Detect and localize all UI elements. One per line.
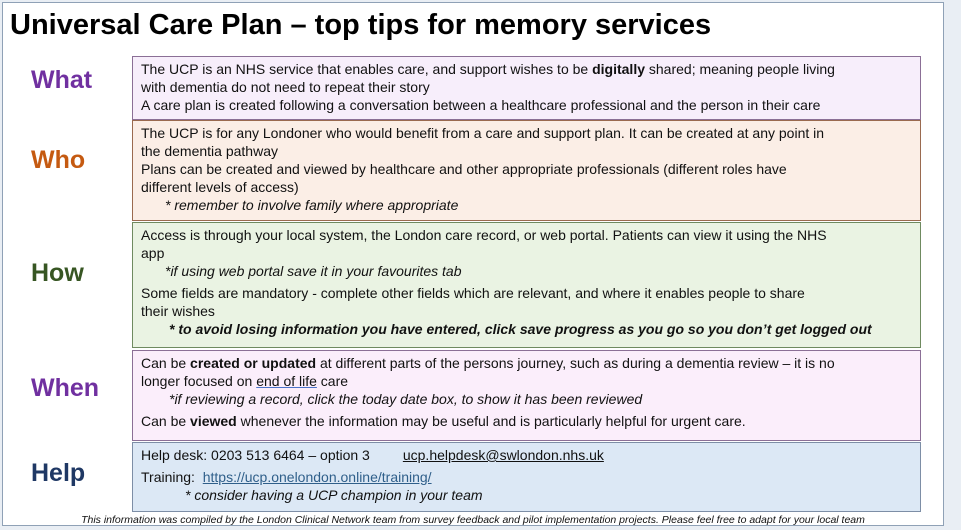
who-label: Who bbox=[31, 146, 86, 174]
how-tip-2: * to avoid losing information you have entered, click save progress as you go so you don’t get logged out bbox=[169, 321, 872, 337]
how-line-1: Access is through your local system, the London care record, or web portal. Patients can view it using the NHS bbox=[141, 227, 827, 243]
who-line-3: Plans can be created and viewed by healthcare and other appropriate professionals (different roles have bbox=[141, 161, 787, 177]
help-desk-line bbox=[141, 446, 912, 464]
what-line-2: with dementia do not need to repeat their story bbox=[141, 79, 430, 95]
when-line-4: Can be viewed whenever the information may be useful and is particularly helpful for urgent care. bbox=[141, 413, 746, 429]
help-label: Help bbox=[31, 459, 86, 487]
what-line-3: A care plan is created following a conversation between a healthcare professional and the person in their care bbox=[141, 97, 821, 113]
how-tip-1: *if using web portal save it in your favourites tab bbox=[165, 263, 462, 279]
when-tip: *if reviewing a record, click the today date box, to show it has been reviewed bbox=[169, 391, 643, 407]
help-tip: * consider having a UCP champion in your team bbox=[185, 487, 483, 503]
who-line-4: different levels of access) bbox=[141, 179, 299, 195]
how-label: How bbox=[31, 259, 84, 287]
who-box bbox=[132, 120, 921, 221]
when-box bbox=[132, 350, 921, 441]
page-title: Universal Care Plan – top tips for memory services bbox=[10, 9, 712, 41]
when-label: When bbox=[31, 374, 100, 402]
footer-note: This information was compiled by the London Clinical Network team from survey feedback and pilot implementation projects. Please feel free to adapt for your local team bbox=[81, 514, 865, 526]
how-box bbox=[132, 222, 921, 348]
how-line-2: app bbox=[141, 245, 165, 261]
training-line: Training: https://ucp.onelondon.online/training/ bbox=[141, 469, 432, 485]
who-line-2: the dementia pathway bbox=[141, 143, 278, 159]
training-link[interactable]: https://ucp.onelondon.online/training/ bbox=[202, 469, 432, 485]
how-line-4: Some fields are mandatory - complete other fields which are relevant, and where it enables people to share bbox=[141, 285, 805, 301]
poster bbox=[2, 2, 944, 526]
who-tip: * remember to involve family where appropriate bbox=[165, 197, 459, 213]
who-line-1: The UCP is for any Londoner who would benefit from a care and support plan. It can be created at any point in bbox=[141, 125, 825, 141]
what-box bbox=[132, 56, 921, 120]
when-line-1: Can be created or updated at different parts of the persons journey, such as during a dementia review – it is no bbox=[141, 355, 835, 371]
help-desk-email[interactable]: ucp.helpdesk@swlondon.nhs.uk bbox=[402, 447, 604, 463]
help-box bbox=[132, 442, 921, 512]
help-desk-phone: Help desk: 0203 513 6464 – option 3 bbox=[141, 447, 370, 463]
what-line-1: The UCP is an NHS service that enables care, and support wishes to be digitally shared; meaning people living bbox=[141, 61, 835, 77]
what-label: What bbox=[31, 66, 93, 94]
when-line-2: longer focused on end of life care bbox=[141, 373, 349, 389]
how-line-5: their wishes bbox=[141, 303, 215, 319]
